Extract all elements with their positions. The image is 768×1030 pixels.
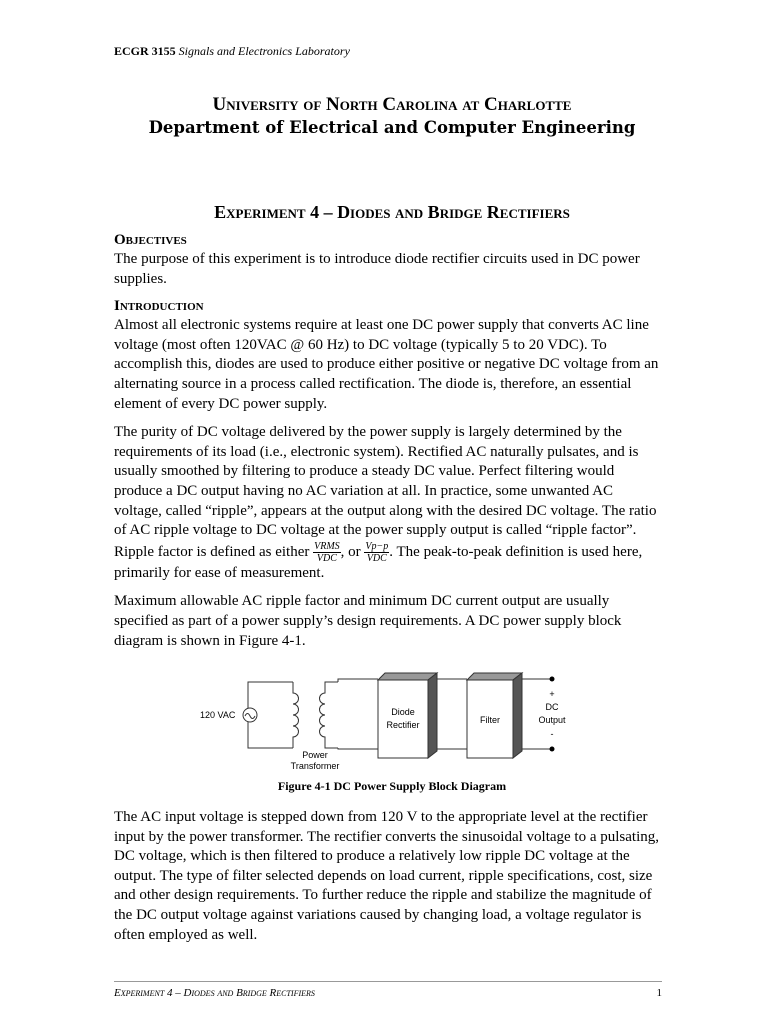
objectives-text: The purpose of this experiment is to introduce diode rectifier circuits used in DC power supplies. [114,251,640,287]
output-label-2: Output [538,715,566,726]
intro-paragraph-1: Almost all electronic systems require at least one DC power supply that converts AC line voltage (most often 120VAC @ 60 Hz) to DC voltage (typically 5 to 20 VDC). To accomplish this, diodes are used to produce either positive or negative DC voltage from an alternating source in a process called rectification. The diode is, therefore, an essential element of every DC power supply. [114,317,659,412]
running-footer: Experiment 4 – Diodes and Bridge Rectifiers 1 [114,981,662,1000]
university-name: University of North Carolina at Charlotte [212,94,572,115]
objectives-heading: Objectives [114,232,187,248]
block-diagram [114,661,662,771]
figure-caption: Figure 4-1 DC Power Supply Block Diagram [277,779,507,794]
output-label-1: DC [545,702,559,713]
filter-label: Filter [480,715,500,726]
transformer-label-2: Transformer [290,761,340,772]
page-number: 1 [656,987,662,1000]
ripple-rms-fraction: $\frac{\text{VRMS}}{\text{VDC}}$ [314,540,340,564]
intro-paragraph-3: Maximum allowable AC ripple factor and minimum DC current output are usually specified as part of a power supply’s design requirements. A DC power supply block diagram is shown in Figure 4-1. [114,593,622,649]
rectifier-label-1: Diode [391,707,415,718]
output-terminal-plus [550,677,555,682]
rectifier-label-2: Rectifier [386,720,420,731]
department-name: Department of Electrical and Computer Engineering [148,118,636,137]
output-terminal-minus [550,747,555,752]
output-minus-label: - [550,729,554,740]
running-header: ECGR 3155 Signals and Electronics Laboratory [114,44,350,58]
experiment-title: Experiment 4 – Diodes and Bridge Rectifiers [214,202,570,222]
ripple-pp-fraction: $\frac{Vp-p}{\text{VDC}}$ [365,540,389,564]
transformer-label-1: Power [302,750,328,761]
primary-coil [293,682,299,748]
introduction-heading: Introduction [114,298,204,315]
intro-paragraph-4: The AC input voltage is stepped down from 120 V to the appropriate level at the rectifier input by the power transformer. The rectifier converts the sinusoidal voltage to a pulsating, DC voltage, which is then filtered to produce a relatively low ripple DC voltage at the output. The type of filter selected depends on load current, ripple specifications, cost, size and other design requirements. To further reduce the ripple and stabilize the magnitude of the DC output voltage against variations caused by changing load, a voltage regulator is often employed as well. [114,809,659,943]
source-label: 120 VAC [200,710,236,721]
secondary-coil [320,682,339,748]
output-plus-label: + [549,689,555,700]
intro-paragraph-2: The purity of DC voltage delivered by the power supply is largely determined by the requirements of its load (i.e., electronic system). Rectified AC naturally pulsates, and is usually smoothed by filtering to produce a steady DC value. Perfect filtering would produce a DC output having no AC variation at all. In practice, some unwanted AC voltage, called “ripple”, appears at the output along with the desired DC voltage. The ratio of AC ripple voltage to DC voltage at the power supply output is called “ripple factor”. Ripple factor is defined as either $\frac{\text{VRMS}}{\text{VDC}}$ , or $\frac{Vp-p}{\text{VDC}}$ . The peak-to-peak definition is used here, primarily for ease of measurement. [114,424,657,581]
